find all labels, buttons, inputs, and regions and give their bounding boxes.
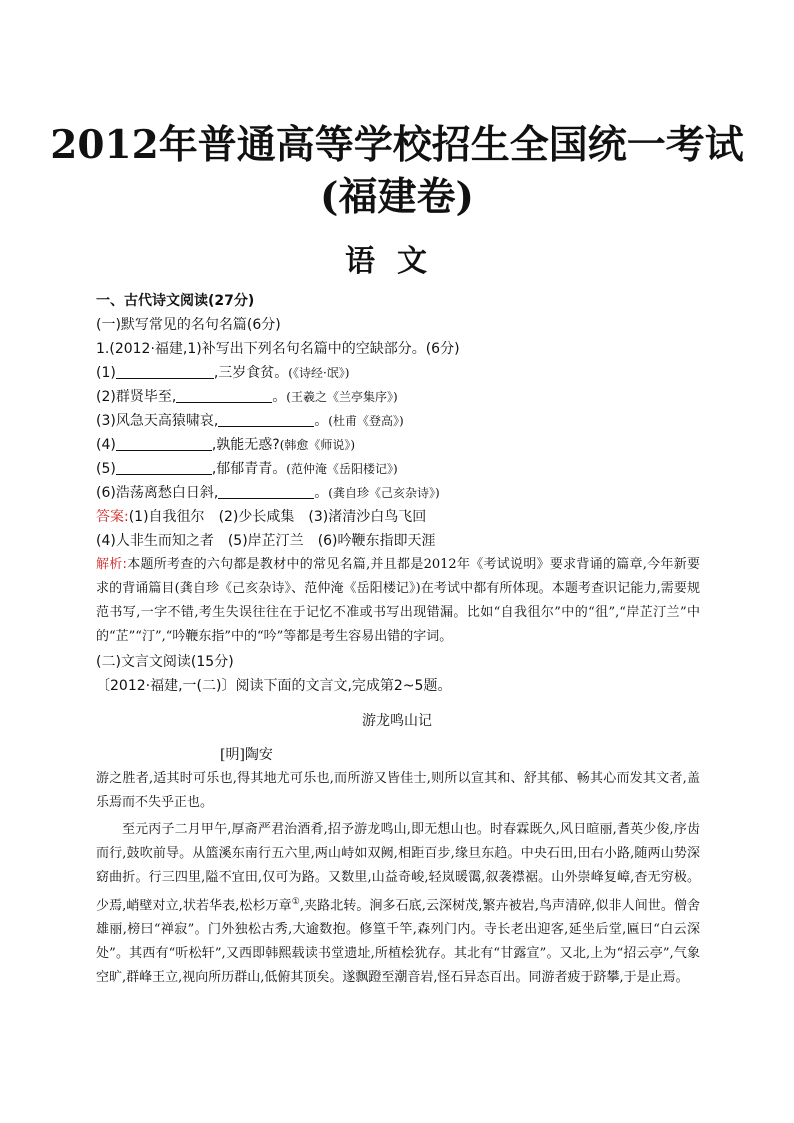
fill-item-post: ,三岁食贫。	[213, 365, 289, 381]
fill-item-source: (龚自珍《己亥杂诗》)	[328, 486, 440, 500]
subsection-heading-1: (一)默写常见的名句名篇(6分)	[96, 317, 281, 333]
fill-item-post: 。	[272, 389, 287, 405]
subject-title: 语文	[345, 244, 449, 279]
fill-item-4	[96, 434, 355, 456]
analysis-paragraph	[96, 553, 700, 649]
answer-item: (6)吟鞭东指即天涯	[317, 533, 436, 549]
answer-line-2	[96, 530, 436, 552]
fill-item-6	[96, 482, 440, 504]
answer-blank[interactable]	[218, 412, 314, 427]
fill-item-pre: (2)群贤毕至,	[96, 389, 177, 405]
answer-item: (2)少长咸集	[218, 509, 295, 525]
passage-title: 游龙鸣山记	[362, 713, 432, 729]
question-1-stem: 1.(2012·福建,1)补写出下列名句名篇中的空缺部分。(6分)	[96, 341, 460, 357]
fill-item-post: 。	[314, 485, 329, 501]
section-heading: 一、古代诗文阅读(27分)	[96, 293, 255, 309]
passage-text: ,夹路北转。涧多石底,云深树茂,繁卉被岩,鸟声清碎,似非人间世。僧舍雄丽,榜曰“禅寂”。门外独松古秀,大逾数抱。修篁千竿,森列门内。寺长老出迎客,延坐后堂,匾曰“白云深处”。其西有“听松轩”,又西即韩熙载读书堂遗址,所植桧犹存。其北有“甘露宣”。又北,上为“招云亭”,气象空旷,群峰王立,视向所历群山,低俯其顶矣。遂飘蹬至潮音岩,怪石异态百出。同游者疲于跻攀,于是止焉。	[96, 898, 700, 986]
answer-blank[interactable]	[116, 460, 212, 475]
answer-blank[interactable]	[116, 364, 214, 379]
analysis-label: 解析:	[96, 557, 127, 572]
answer-blank[interactable]	[218, 484, 314, 499]
fill-item-3	[96, 410, 404, 432]
answer-line-1	[96, 506, 426, 528]
fill-item-pre: (4)	[96, 437, 116, 453]
fill-item-2	[96, 386, 398, 408]
answer-label: 答案:	[96, 509, 129, 525]
fill-item-pre: (3)风急天高猿啸哀,	[96, 413, 219, 429]
passage-paragraph-1: 游之胜者,适其时可乐也,得其地尤可乐也,而所游又皆佳士,则所以宣其和、舒其郁、畅其心而发其文者,盖乐焉而不失乎正也。	[96, 771, 700, 810]
fill-item-source: (王羲之《兰亭集序》)	[286, 390, 398, 404]
subsection-heading-2: (二)文言文阅读(15分)	[96, 654, 234, 670]
answer-item: (4)人非生而知之者	[96, 533, 214, 549]
exam-title-line1: 2012年普通高等学校招生全国统一考试	[50, 122, 744, 168]
fill-item-post: ,郁郁青青。	[211, 461, 287, 477]
fill-item-post: 。	[314, 413, 329, 429]
footnote-marker: ①	[291, 897, 300, 907]
fill-item-pre: (5)	[96, 461, 116, 477]
fill-item-source: (范仲淹《岳阳楼记》)	[286, 462, 398, 476]
question-2-stem: 〔2012·福建,一(二)〕阅读下面的文言文,完成第2~5题。	[96, 678, 452, 694]
fill-item-5	[96, 458, 398, 480]
answer-blank[interactable]	[116, 436, 212, 451]
answer-item: (3)渚清沙白鸟飞回	[308, 509, 427, 525]
fill-item-post: ,孰能无惑?	[211, 437, 280, 453]
fill-item-source: (《诗经·氓》)	[288, 366, 350, 380]
answer-item: (5)岸芷汀兰	[227, 533, 304, 549]
fill-item-pre: (1)	[96, 365, 116, 381]
answer-item: (1)自我徂尔	[128, 509, 205, 525]
passage-paragraph-2	[96, 818, 700, 990]
passage-author: [明]陶安	[220, 747, 273, 763]
analysis-text: 本题所考查的六句都是教材中的常见名篇,并且都是2012年《考试说明》要求背诵的篇章,今年新要求的背诵篇目(龚自珍《己亥杂诗》、范仲淹《岳阳楼记》)在考试中都有所体现。本题考查识记能力,需要规范书写,一字不错,考生失误往往在于记忆不准或书写出现错漏。比如“自我徂尔”中的“徂”,“岸芷汀兰”中的“芷”“汀”,“吟鞭东指”中的“吟”等都是考生容易出错的字词。	[96, 557, 700, 644]
exam-title-line2: (福建卷)	[320, 174, 474, 220]
passage-text: 至元丙子二月甲午,厚斋严君治酒肴,招予游龙鸣山,即无想山也。时春霖既久,风日暄丽,耆英少俊,序齿而行,鼓吹前导。从篮溪东南行五六里,两山峙如双阙,相距百步,缘旦东趋。中央石田,田右小路,随两山势深窈曲折。行三四里,隘不宜田,仅可为路。又数里,山益奇峻,轻岚暖霭,叙袭襟裾。山外崇峰复嶂,杳无穷极。少焉,峭壁对立,状若华表,松杉万章	[96, 822, 700, 914]
fill-item-source: (韩愈《师说》)	[279, 438, 356, 452]
fill-item-1	[96, 362, 349, 384]
fill-item-source: (杜甫《登高》)	[328, 414, 404, 428]
fill-item-pre: (6)浩荡离愁白日斜,	[96, 485, 219, 501]
answer-blank[interactable]	[176, 388, 272, 403]
